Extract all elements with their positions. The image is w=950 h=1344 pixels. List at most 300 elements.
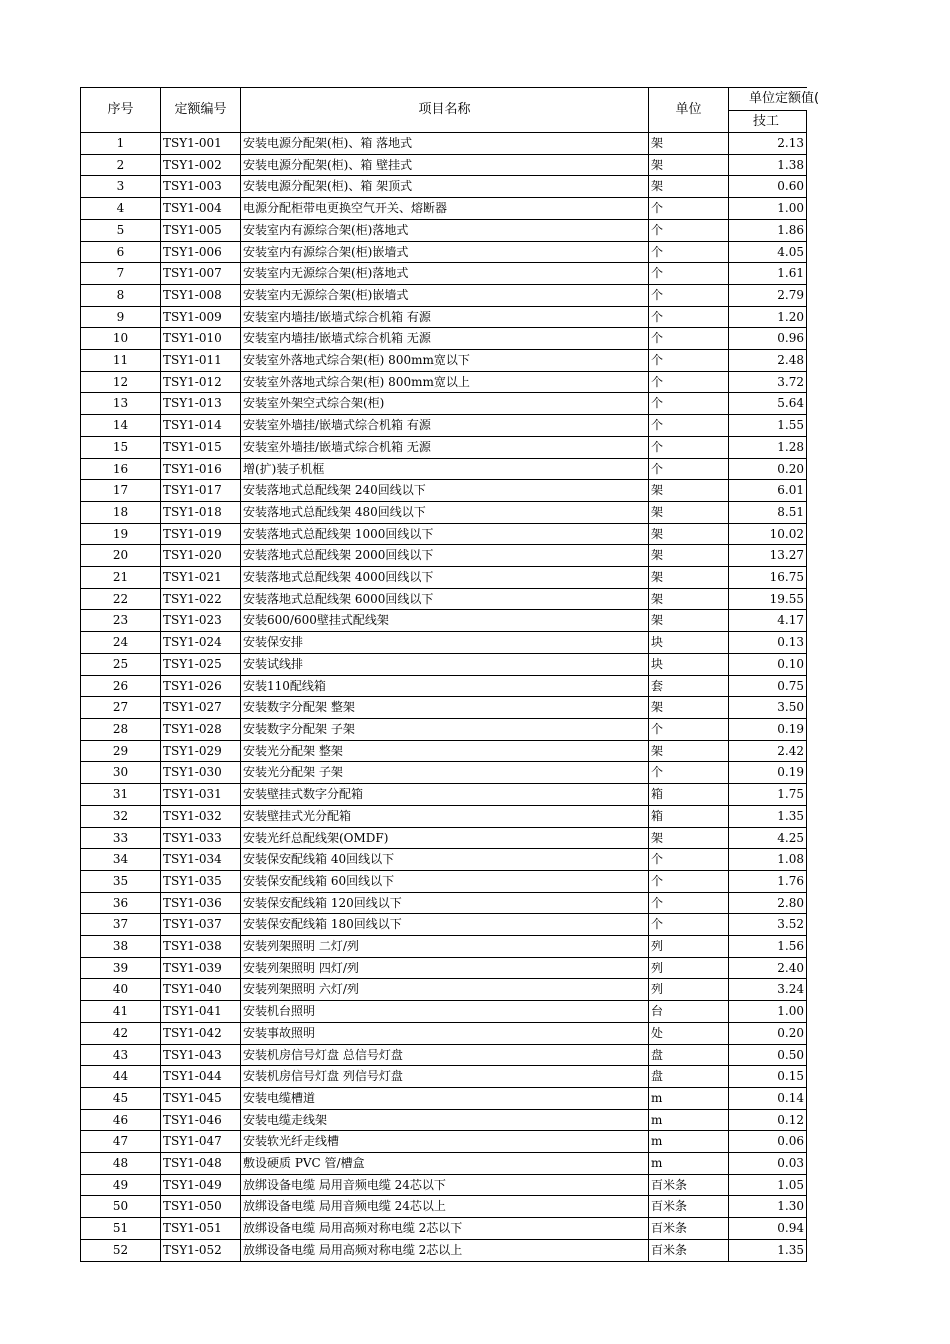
row-seq: 23 (81, 610, 161, 632)
row-unit: 个 (649, 198, 729, 220)
row-seq: 21 (81, 567, 161, 589)
row-unit: 架 (649, 610, 729, 632)
row-labor-value: 0.75 (729, 675, 807, 697)
row-seq: 1 (81, 133, 161, 155)
table-row (81, 914, 807, 936)
table-body (81, 133, 807, 1262)
row-seq: 33 (81, 827, 161, 849)
table-row (81, 1022, 807, 1044)
row-name: 安装电源分配架(柜)、箱 落地式 (241, 133, 649, 155)
row-labor-value: 5.64 (729, 393, 807, 415)
row-name: 安装软光纤走线槽 (241, 1131, 649, 1153)
row-labor-value: 8.51 (729, 501, 807, 523)
row-seq: 8 (81, 284, 161, 306)
row-unit: 箱 (649, 805, 729, 827)
row-name: 敷设硬质 PVC 管/槽盒 (241, 1153, 649, 1175)
row-code: TSY1-027 (161, 697, 241, 719)
row-name: 放绑设备电缆 局用高频对称电缆 2芯以下 (241, 1218, 649, 1240)
row-labor-value: 3.50 (729, 697, 807, 719)
row-code: TSY1-041 (161, 1001, 241, 1023)
row-code: TSY1-046 (161, 1109, 241, 1131)
row-code: TSY1-038 (161, 936, 241, 958)
row-unit: m (649, 1153, 729, 1175)
row-labor-value: 0.14 (729, 1087, 807, 1109)
row-seq: 5 (81, 219, 161, 241)
row-labor-value: 0.03 (729, 1153, 807, 1175)
row-name: 安装列架照明 六灯/列 (241, 979, 649, 1001)
row-unit: 百米条 (649, 1239, 729, 1261)
header-code: 定额编号 (161, 88, 241, 133)
table-row (81, 263, 807, 285)
row-unit: m (649, 1131, 729, 1153)
row-code: TSY1-025 (161, 653, 241, 675)
row-seq: 35 (81, 870, 161, 892)
table-row (81, 350, 807, 372)
row-code: TSY1-039 (161, 957, 241, 979)
row-name: 安装落地式总配线架 6000回线以下 (241, 588, 649, 610)
row-code: TSY1-020 (161, 545, 241, 567)
row-seq: 51 (81, 1218, 161, 1240)
row-name: 安装机台照明 (241, 1001, 649, 1023)
table-row (81, 284, 807, 306)
row-labor-value: 2.40 (729, 957, 807, 979)
row-labor-value: 0.13 (729, 632, 807, 654)
row-labor-value: 0.60 (729, 176, 807, 198)
row-code: TSY1-052 (161, 1239, 241, 1261)
row-seq: 13 (81, 393, 161, 415)
header-unit: 单位 (649, 88, 729, 133)
row-seq: 37 (81, 914, 161, 936)
row-labor-value: 0.96 (729, 328, 807, 350)
row-code: TSY1-019 (161, 523, 241, 545)
row-name: 安装壁挂式光分配箱 (241, 805, 649, 827)
row-name: 安装保安配线箱 120回线以下 (241, 892, 649, 914)
row-unit: 处 (649, 1022, 729, 1044)
table-row (81, 567, 807, 589)
row-labor-value: 1.75 (729, 784, 807, 806)
row-unit: 台 (649, 1001, 729, 1023)
row-code: TSY1-040 (161, 979, 241, 1001)
row-code: TSY1-023 (161, 610, 241, 632)
row-code: TSY1-050 (161, 1196, 241, 1218)
row-unit: 列 (649, 957, 729, 979)
row-unit: 个 (649, 458, 729, 480)
row-code: TSY1-017 (161, 480, 241, 502)
row-unit: 个 (649, 436, 729, 458)
row-name: 安装列架照明 四灯/列 (241, 957, 649, 979)
row-seq: 18 (81, 501, 161, 523)
row-unit: m (649, 1087, 729, 1109)
table-row (81, 1044, 807, 1066)
row-unit: 架 (649, 588, 729, 610)
row-labor-value: 1.76 (729, 870, 807, 892)
row-unit: 箱 (649, 784, 729, 806)
row-labor-value: 3.72 (729, 371, 807, 393)
table-row (81, 1174, 807, 1196)
row-name: 安装电缆槽道 (241, 1087, 649, 1109)
row-code: TSY1-024 (161, 632, 241, 654)
row-seq: 29 (81, 740, 161, 762)
row-code: TSY1-028 (161, 718, 241, 740)
row-name: 放绑设备电缆 局用音频电缆 24芯以上 (241, 1196, 649, 1218)
row-name: 安装室外落地式综合架(柜) 800mm宽以上 (241, 371, 649, 393)
row-name: 放绑设备电缆 局用高频对称电缆 2芯以上 (241, 1239, 649, 1261)
row-labor-value: 0.15 (729, 1066, 807, 1088)
row-code: TSY1-013 (161, 393, 241, 415)
row-name: 安装室内墙挂/嵌墙式综合机箱 无源 (241, 328, 649, 350)
table-row (81, 306, 807, 328)
row-unit: 个 (649, 219, 729, 241)
table-row (81, 523, 807, 545)
row-code: TSY1-032 (161, 805, 241, 827)
row-seq: 4 (81, 198, 161, 220)
row-unit: 百米条 (649, 1218, 729, 1240)
row-code: TSY1-018 (161, 501, 241, 523)
row-code: TSY1-051 (161, 1218, 241, 1240)
table-row (81, 936, 807, 958)
row-seq: 14 (81, 415, 161, 437)
row-seq: 42 (81, 1022, 161, 1044)
row-code: TSY1-012 (161, 371, 241, 393)
row-seq: 49 (81, 1174, 161, 1196)
row-seq: 2 (81, 154, 161, 176)
row-seq: 39 (81, 957, 161, 979)
table-row (81, 892, 807, 914)
row-code: TSY1-021 (161, 567, 241, 589)
row-unit: 个 (649, 328, 729, 350)
row-unit: 盘 (649, 1044, 729, 1066)
row-labor-value: 0.50 (729, 1044, 807, 1066)
row-seq: 20 (81, 545, 161, 567)
table-row (81, 870, 807, 892)
table-row (81, 1196, 807, 1218)
row-labor-value: 4.25 (729, 827, 807, 849)
row-code: TSY1-007 (161, 263, 241, 285)
table-row (81, 718, 807, 740)
row-name: 安装电源分配架(柜)、箱 壁挂式 (241, 154, 649, 176)
row-name: 安装保安排 (241, 632, 649, 654)
row-labor-value: 0.94 (729, 1218, 807, 1240)
table-row (81, 458, 807, 480)
row-code: TSY1-035 (161, 870, 241, 892)
row-labor-value: 2.80 (729, 892, 807, 914)
row-seq: 15 (81, 436, 161, 458)
row-seq: 6 (81, 241, 161, 263)
row-code: TSY1-033 (161, 827, 241, 849)
row-labor-value: 2.42 (729, 740, 807, 762)
row-labor-value: 13.27 (729, 545, 807, 567)
row-seq: 25 (81, 653, 161, 675)
row-labor-value: 4.05 (729, 241, 807, 263)
row-name: 安装壁挂式数字分配箱 (241, 784, 649, 806)
table-row (81, 784, 807, 806)
row-code: TSY1-014 (161, 415, 241, 437)
table-row (81, 241, 807, 263)
row-labor-value: 1.05 (729, 1174, 807, 1196)
row-labor-value: 1.86 (729, 219, 807, 241)
table-row (81, 805, 807, 827)
row-seq: 48 (81, 1153, 161, 1175)
row-labor-value: 3.24 (729, 979, 807, 1001)
row-name: 安装事故照明 (241, 1022, 649, 1044)
header-quota-group-label: 单位定额值( (749, 91, 820, 106)
table-row (81, 979, 807, 1001)
row-unit: 架 (649, 523, 729, 545)
row-code: TSY1-010 (161, 328, 241, 350)
row-name: 电源分配柜带电更换空气开关、熔断器 (241, 198, 649, 220)
table-row (81, 436, 807, 458)
row-name: 安装数字分配架 子架 (241, 718, 649, 740)
row-labor-value: 19.55 (729, 588, 807, 610)
row-unit: 个 (649, 849, 729, 871)
row-unit: 个 (649, 415, 729, 437)
row-name: 安装保安配线箱 60回线以下 (241, 870, 649, 892)
row-labor-value: 1.61 (729, 263, 807, 285)
table-row (81, 849, 807, 871)
row-name: 安装光分配架 整架 (241, 740, 649, 762)
table-row (81, 133, 807, 155)
row-seq: 16 (81, 458, 161, 480)
row-seq: 44 (81, 1066, 161, 1088)
table-row (81, 219, 807, 241)
row-unit: 列 (649, 936, 729, 958)
row-seq: 31 (81, 784, 161, 806)
row-labor-value: 3.52 (729, 914, 807, 936)
row-labor-value: 2.13 (729, 133, 807, 155)
row-labor-value: 1.35 (729, 1239, 807, 1261)
row-name: 安装室外架空式综合架(柜) (241, 393, 649, 415)
table-row (81, 827, 807, 849)
header-quota-group (729, 88, 820, 111)
row-labor-value: 1.30 (729, 1196, 807, 1218)
row-code: TSY1-011 (161, 350, 241, 372)
table-row (81, 762, 807, 784)
table-row (81, 740, 807, 762)
row-seq: 36 (81, 892, 161, 914)
row-seq: 45 (81, 1087, 161, 1109)
row-seq: 28 (81, 718, 161, 740)
table-row (81, 198, 807, 220)
row-code: TSY1-008 (161, 284, 241, 306)
row-unit: 个 (649, 241, 729, 263)
row-name: 安装保安配线箱 40回线以下 (241, 849, 649, 871)
table-row (81, 653, 807, 675)
row-unit: 个 (649, 393, 729, 415)
row-seq: 24 (81, 632, 161, 654)
row-name: 安装光纤总配线架(OMDF) (241, 827, 649, 849)
row-labor-value: 1.00 (729, 198, 807, 220)
row-name: 安装室外落地式综合架(柜) 800mm宽以下 (241, 350, 649, 372)
row-seq: 46 (81, 1109, 161, 1131)
row-code: TSY1-029 (161, 740, 241, 762)
row-code: TSY1-044 (161, 1066, 241, 1088)
row-seq: 11 (81, 350, 161, 372)
row-seq: 9 (81, 306, 161, 328)
row-name: 安装列架照明 二灯/列 (241, 936, 649, 958)
row-name: 安装数字分配架 整架 (241, 697, 649, 719)
row-name: 放绑设备电缆 局用音频电缆 24芯以下 (241, 1174, 649, 1196)
table-row (81, 957, 807, 979)
row-seq: 34 (81, 849, 161, 871)
row-unit: 架 (649, 154, 729, 176)
row-code: TSY1-022 (161, 588, 241, 610)
row-name: 安装600/600壁挂式配线架 (241, 610, 649, 632)
row-code: TSY1-006 (161, 241, 241, 263)
table-row (81, 697, 807, 719)
row-labor-value: 0.19 (729, 718, 807, 740)
row-code: TSY1-037 (161, 914, 241, 936)
row-code: TSY1-034 (161, 849, 241, 871)
row-unit: 块 (649, 653, 729, 675)
row-unit: 架 (649, 480, 729, 502)
row-unit: 架 (649, 740, 729, 762)
row-labor-value: 0.12 (729, 1109, 807, 1131)
row-labor-value: 6.01 (729, 480, 807, 502)
row-unit: 个 (649, 718, 729, 740)
row-seq: 7 (81, 263, 161, 285)
row-name: 安装落地式总配线架 240回线以下 (241, 480, 649, 502)
row-code: TSY1-005 (161, 219, 241, 241)
row-name: 安装落地式总配线架 4000回线以下 (241, 567, 649, 589)
row-name: 安装室内墙挂/嵌墙式综合机箱 有源 (241, 306, 649, 328)
table-row (81, 328, 807, 350)
table-row (81, 675, 807, 697)
row-name: 安装光分配架 子架 (241, 762, 649, 784)
row-seq: 10 (81, 328, 161, 350)
row-labor-value: 1.38 (729, 154, 807, 176)
row-labor-value: 1.28 (729, 436, 807, 458)
header-seq: 序号 (81, 88, 161, 133)
row-code: TSY1-004 (161, 198, 241, 220)
row-unit: 架 (649, 827, 729, 849)
table-row (81, 1153, 807, 1175)
row-seq: 12 (81, 371, 161, 393)
row-code: TSY1-048 (161, 1153, 241, 1175)
row-code: TSY1-001 (161, 133, 241, 155)
row-unit: 个 (649, 284, 729, 306)
row-unit: 百米条 (649, 1196, 729, 1218)
row-seq: 26 (81, 675, 161, 697)
row-unit: 列 (649, 979, 729, 1001)
row-name: 安装电缆走线架 (241, 1109, 649, 1131)
row-unit: 架 (649, 545, 729, 567)
table-row (81, 588, 807, 610)
table-row (81, 1087, 807, 1109)
row-labor-value: 1.35 (729, 805, 807, 827)
row-name: 安装落地式总配线架 2000回线以下 (241, 545, 649, 567)
table-row (81, 1239, 807, 1261)
row-name: 安装落地式总配线架 480回线以下 (241, 501, 649, 523)
row-labor-value: 10.02 (729, 523, 807, 545)
table-row (81, 545, 807, 567)
row-labor-value: 0.10 (729, 653, 807, 675)
row-seq: 38 (81, 936, 161, 958)
table-row (81, 371, 807, 393)
row-unit: 架 (649, 697, 729, 719)
row-unit: 架 (649, 176, 729, 198)
row-code: TSY1-009 (161, 306, 241, 328)
row-unit: 个 (649, 892, 729, 914)
table-row (81, 1001, 807, 1023)
row-unit: 套 (649, 675, 729, 697)
row-name: 安装110配线箱 (241, 675, 649, 697)
table-row (81, 154, 807, 176)
row-seq: 17 (81, 480, 161, 502)
table-row (81, 1066, 807, 1088)
row-unit: 个 (649, 306, 729, 328)
row-unit: 个 (649, 350, 729, 372)
row-unit: 个 (649, 371, 729, 393)
table-row (81, 393, 807, 415)
row-labor-value: 1.55 (729, 415, 807, 437)
row-seq: 30 (81, 762, 161, 784)
row-seq: 40 (81, 979, 161, 1001)
row-name: 安装机房信号灯盘 总信号灯盘 (241, 1044, 649, 1066)
row-code: TSY1-042 (161, 1022, 241, 1044)
row-labor-value: 1.08 (729, 849, 807, 871)
table-row (81, 176, 807, 198)
row-name: 安装室内无源综合架(柜)嵌墙式 (241, 284, 649, 306)
row-unit: 个 (649, 762, 729, 784)
table-row (81, 632, 807, 654)
row-labor-value: 16.75 (729, 567, 807, 589)
row-name: 安装落地式总配线架 1000回线以下 (241, 523, 649, 545)
row-code: TSY1-016 (161, 458, 241, 480)
row-unit: 架 (649, 133, 729, 155)
row-seq: 32 (81, 805, 161, 827)
row-seq: 52 (81, 1239, 161, 1261)
row-unit: 个 (649, 914, 729, 936)
table-row (81, 501, 807, 523)
table-row (81, 1218, 807, 1240)
row-unit: 块 (649, 632, 729, 654)
row-name: 安装电源分配架(柜)、箱 架顶式 (241, 176, 649, 198)
table-row (81, 610, 807, 632)
row-unit: 盘 (649, 1066, 729, 1088)
row-labor-value: 1.56 (729, 936, 807, 958)
row-unit: 架 (649, 501, 729, 523)
row-unit: 百米条 (649, 1174, 729, 1196)
row-name: 安装室外墙挂/嵌墙式综合机箱 无源 (241, 436, 649, 458)
row-code: TSY1-043 (161, 1044, 241, 1066)
quota-table (80, 87, 820, 1262)
row-code: TSY1-036 (161, 892, 241, 914)
row-labor-value: 4.17 (729, 610, 807, 632)
table-row (81, 415, 807, 437)
row-name: 安装室内无源综合架(柜)落地式 (241, 263, 649, 285)
row-code: TSY1-026 (161, 675, 241, 697)
row-unit: m (649, 1109, 729, 1131)
row-code: TSY1-030 (161, 762, 241, 784)
row-unit: 个 (649, 870, 729, 892)
row-seq: 27 (81, 697, 161, 719)
table-row (81, 1131, 807, 1153)
row-name: 安装室内有源综合架(柜)嵌墙式 (241, 241, 649, 263)
row-seq: 19 (81, 523, 161, 545)
row-name: 安装室内有源综合架(柜)落地式 (241, 219, 649, 241)
row-code: TSY1-015 (161, 436, 241, 458)
row-name: 安装机房信号灯盘 列信号灯盘 (241, 1066, 649, 1088)
header-name: 项目名称 (241, 88, 649, 133)
row-seq: 41 (81, 1001, 161, 1023)
row-name: 增(扩)装子机框 (241, 458, 649, 480)
row-name: 安装试线排 (241, 653, 649, 675)
row-code: TSY1-049 (161, 1174, 241, 1196)
row-unit: 个 (649, 263, 729, 285)
row-seq: 47 (81, 1131, 161, 1153)
row-labor-value: 0.20 (729, 458, 807, 480)
row-unit: 架 (649, 567, 729, 589)
